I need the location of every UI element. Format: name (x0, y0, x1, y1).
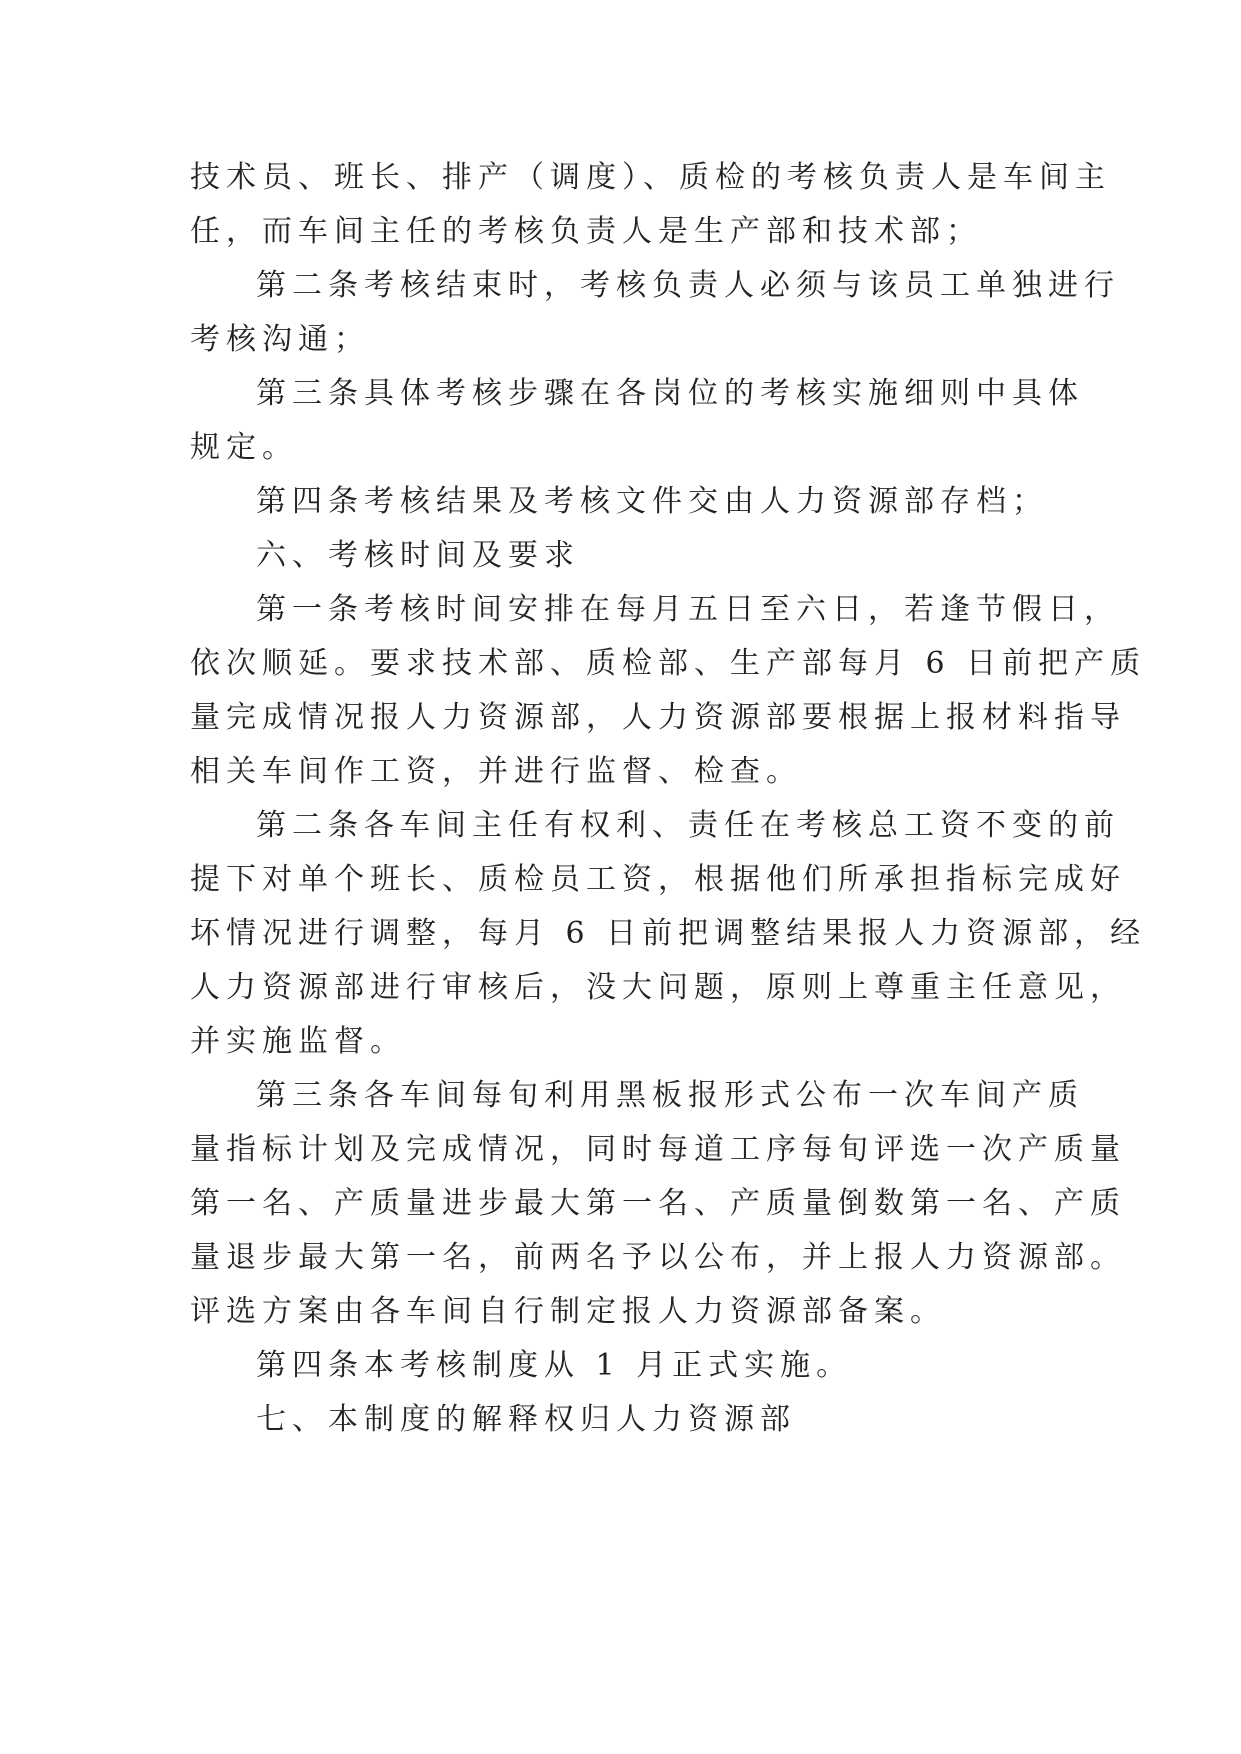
text-line: 第四条本考核制度从 1 月正式实施。 (256, 1348, 853, 1383)
text-line: 量完成情况报人力资源部，人力资源部要根据上报材料指导 (190, 700, 1126, 735)
text-line: 考核沟通； (190, 322, 370, 357)
text-line: 人力资源部进行审核后，没大问题，原则上尊重主任意见， (190, 970, 1126, 1005)
text-line: 坏情况进行调整，每月 6 日前把调整结果报人力资源部，经 (190, 916, 1147, 951)
text-line: 并实施监督。 (190, 1024, 406, 1059)
text-line: 第四条考核结果及考核文件交由人力资源部存档； (256, 484, 1048, 519)
text-line: 规定。 (190, 430, 298, 465)
text-line: 相关车间作工资，并进行监督、检查。 (190, 754, 802, 789)
section-heading: 六、考核时间及要求 (256, 538, 580, 573)
text-line: 第三条各车间每旬利用黑板报形式公布一次车间产质 (256, 1078, 1084, 1113)
text-line: 第三条具体考核步骤在各岗位的考核实施细则中具体 (256, 376, 1084, 411)
text-line: 提下对单个班长、质检员工资，根据他们所承担指标完成好 (190, 862, 1126, 897)
text-line: 依次顺延。要求技术部、质检部、生产部每月 6 日前把产质 (190, 646, 1147, 681)
section-heading: 七、本制度的解释权归人力资源部 (256, 1402, 796, 1437)
text-line: 第一名、产质量进步最大第一名、产质量倒数第一名、产质 (190, 1186, 1126, 1221)
text-line: 量指标计划及完成情况，同时每道工序每旬评选一次产质量 (190, 1132, 1126, 1167)
text-line: 第一条考核时间安排在每月五日至六日，若逢节假日， (256, 592, 1120, 627)
text-line: 第二条各车间主任有权利、责任在考核总工资不变的前 (256, 808, 1120, 843)
text-line: 量退步最大第一名，前两名予以公布，并上报人力资源部。 (190, 1240, 1126, 1275)
text-line: 第二条考核结束时，考核负责人必须与该员工单独进行 (256, 268, 1120, 303)
text-line: 技术员、班长、排产（调度）、质检的考核负责人是车间主 (190, 160, 1111, 195)
text-line: 评选方案由各车间自行制定报人力资源部备案。 (190, 1294, 946, 1329)
text-line: 任，而车间主任的考核负责人是生产部和技术部； (190, 214, 982, 249)
